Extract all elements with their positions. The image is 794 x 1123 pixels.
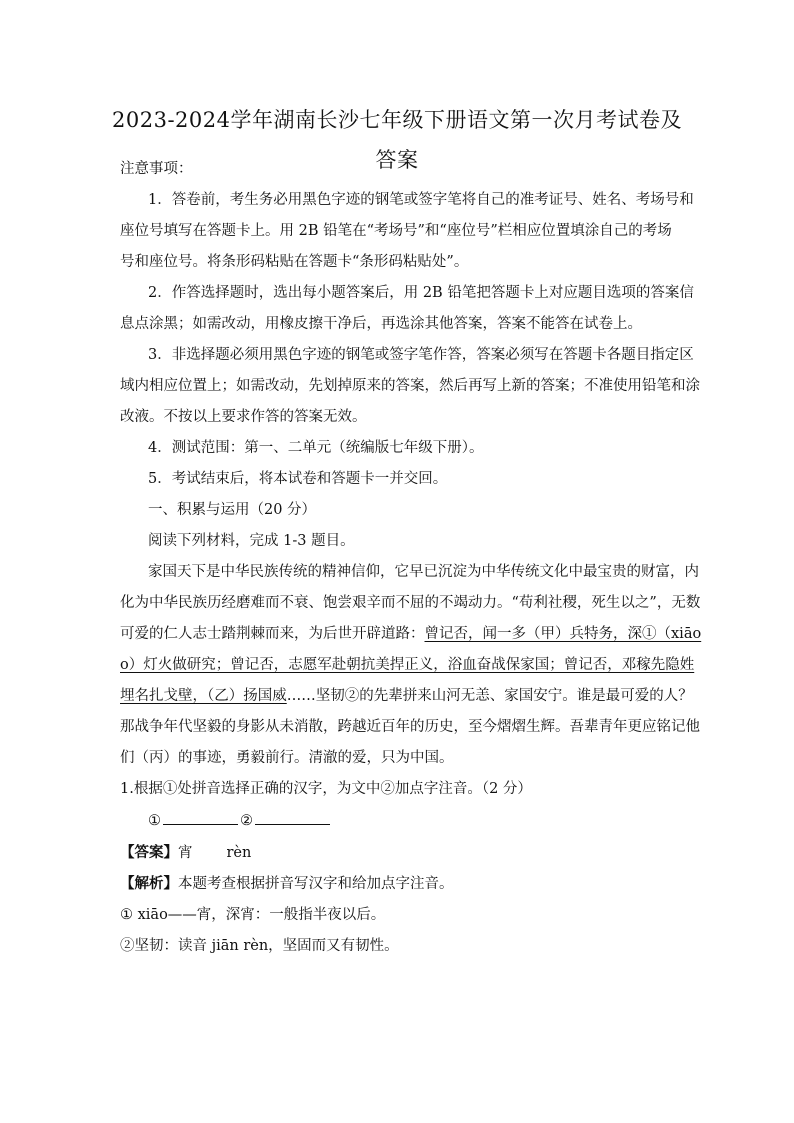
blank-2-label: ② [240, 813, 253, 829]
answer-label: 【答案】 [120, 844, 178, 861]
blank-1-label: ① [148, 813, 161, 829]
note-line: 4．测试范围：第一、二单元（统编版七年级下册）。 [148, 440, 484, 456]
notes-heading: 注意事项： [120, 161, 193, 177]
passage-text: ……坚韧②的先辈拼来山河无恙、家国安宁。谁是最可爱的人？ [286, 688, 693, 704]
question-1: 1.根据①处拼音选择正确的汉字，为文中②加点字注音。（2 分） [120, 781, 532, 797]
analysis-item: ②坚韧：读音 jiān rèn，坚固而又有韧性。 [120, 938, 399, 954]
note-line: 改液。不按以上要求作答的答案无效。 [120, 409, 367, 425]
page-title: 2023-2024学年湖南长沙七年级下册语文第一次月考试卷及答案 [112, 108, 682, 172]
passage-line [120, 654, 694, 676]
passage-underlined-text: 曾记否，闻一多（甲）兵特务，深①（xiāo [424, 626, 702, 642]
passage-line [120, 623, 701, 645]
blank-1[interactable] [163, 810, 238, 825]
passage-line: 们（丙）的事迹，勇毅前行。清澈的爱，只为中国。 [120, 750, 454, 766]
analysis-text: 本题考查根据拼音写汉字和给加点字注音。 [178, 876, 454, 892]
note-line: 息点涂黑；如需改动，用橡皮擦干净后，再选涂其他答案，答案不能答在试卷上。 [120, 316, 642, 332]
answer-value-1: 宵 [178, 845, 193, 861]
note-line: 号和座位号。将条形码粘贴在答题卡“条形码粘贴处”。 [120, 254, 469, 270]
passage-line: 那战争年代坚毅的身影从未消散，跨越近百年的历史，至今熠熠生辉。吾辈青年更应铭记他 [120, 719, 700, 735]
answer-blanks [148, 810, 332, 832]
analysis-label: 【解析】 [120, 875, 178, 892]
note-line: 域内相应位置上；如需改动，先划掉原来的答案，然后再写上新的答案；不准使用铅笔和涂 [120, 378, 700, 394]
note-line: 1．答卷前，考生务必用黑色字迹的钢笔或签字笔将自己的准考证号、姓名、考场号和 [148, 192, 694, 208]
passage-underlined-text: 埋名扎戈壁，（乙）扬国威 [120, 688, 287, 704]
passage-text: 可爱的仁人志士踏荆棘而来，为后世开辟道路： [120, 626, 425, 642]
passage-underlined-text: o）灯火做研究；曾记否，志愿军赴朝抗美捍正义，浴血奋战保家国；曾记否，邓稼先隐姓 [120, 657, 695, 673]
note-line: 2．作答选择题时，选出每小题答案后，用 2B 铅笔把答题卡上对应题目选项的答案信 [148, 285, 694, 301]
passage-line: 化为中华民族历经磨难而不衰、饱尝艰辛而不屈的不竭动力。“苟利社稷，死生以之”，无数 [120, 595, 701, 611]
section-heading: 一、积累与运用（20 分） [148, 502, 317, 518]
note-line: 3．非选择题必须用黑色字迹的钢笔或签字笔作答，答案必须写在答题卡各题目指定区 [148, 347, 694, 363]
answer-line [120, 842, 251, 864]
passage-line: 家国天下是中华民族传统的精神信仰，它早已沉淀为中华传统文化中最宝贵的财富，内 [148, 564, 699, 580]
note-line: 座位号填写在答题卡上。用 2B 铅笔在“考场号”和“座位号”栏相应位置填涂自己的考场 [120, 223, 672, 239]
blank-2[interactable] [255, 810, 330, 825]
reading-instruction: 阅读下列材料，完成 1-3 题目。 [148, 533, 355, 549]
analysis-line [120, 873, 454, 895]
passage-line [120, 685, 693, 707]
note-line: 5．考试结束后，将本试卷和答题卡一并交回。 [148, 471, 448, 487]
answer-value-2: rèn [226, 845, 252, 861]
analysis-item: ① xiāo——宵，深宵：一般指半夜以后。 [120, 907, 386, 923]
